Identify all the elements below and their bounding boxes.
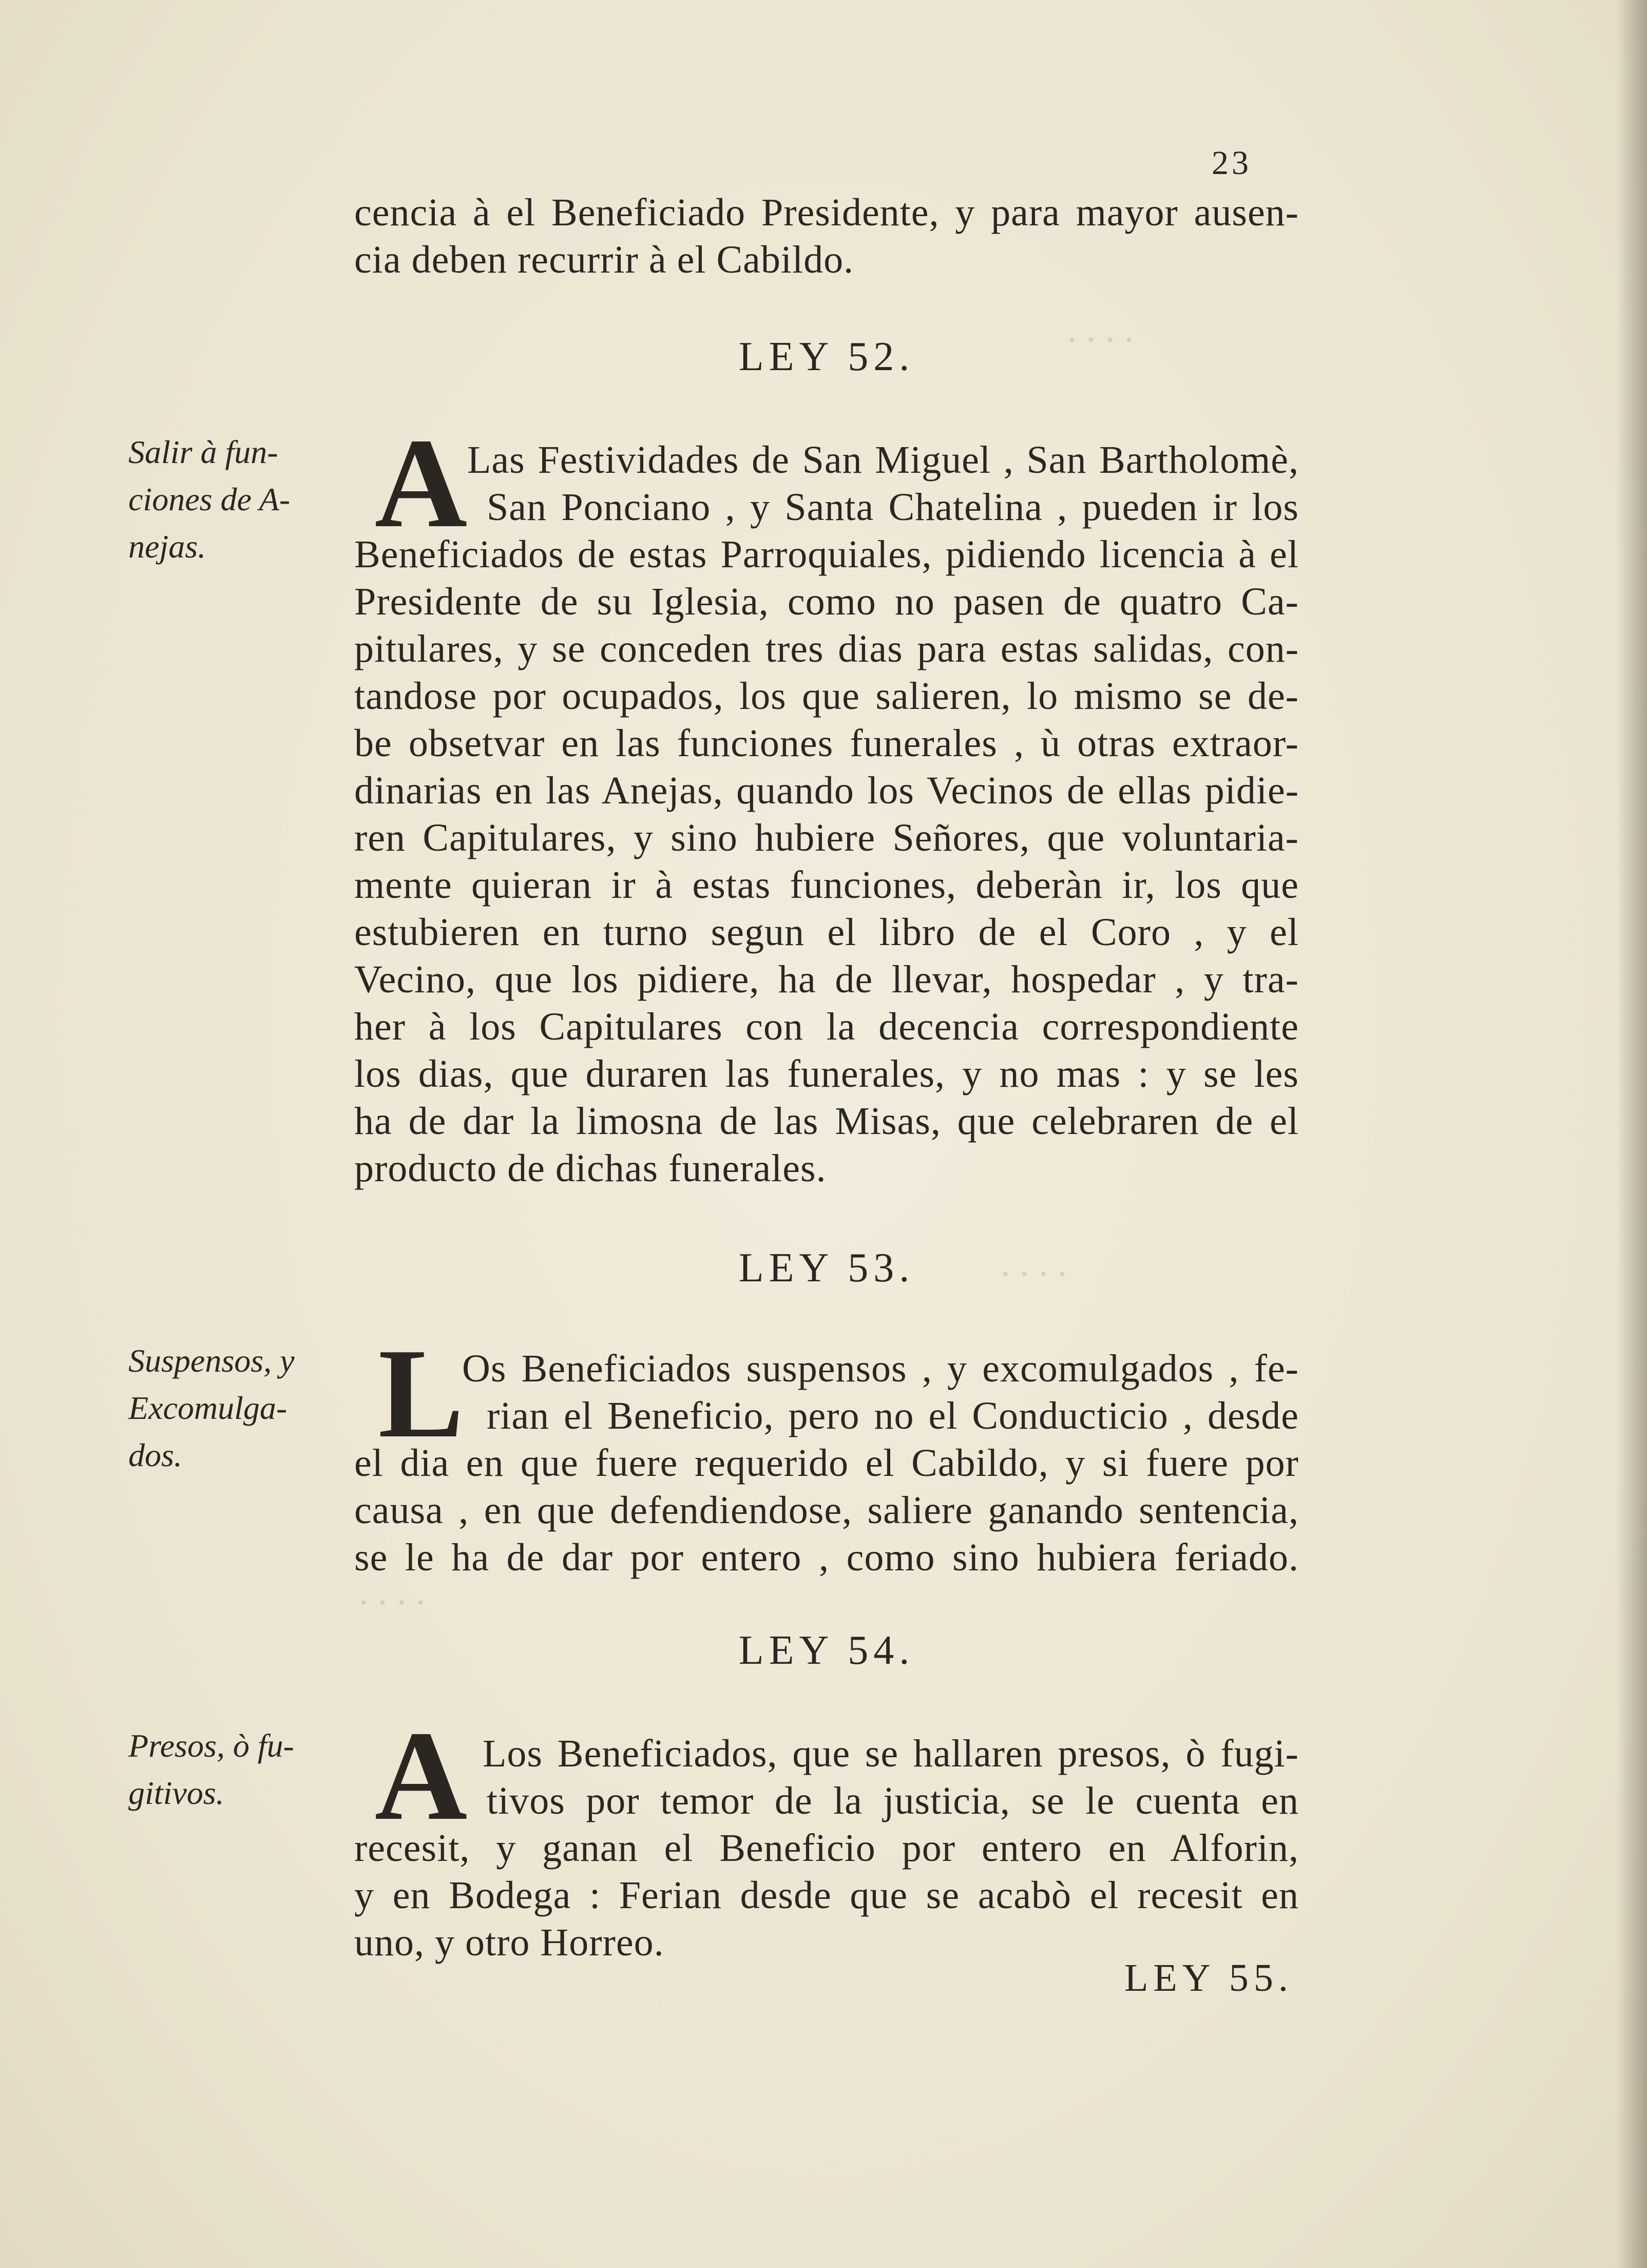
- law-line: Presidente de su Iglesia, como no pasen de quatro Ca-: [354, 580, 1299, 623]
- law-line: ren Capitulares, y sino hubiere Señores, que voluntaria-: [354, 816, 1299, 859]
- bleed-through-mark: · · · ·: [1001, 1253, 1068, 1295]
- law-line: los dias, que duraren las funerales, y no mas : y se les: [354, 1052, 1299, 1095]
- bleed-through-mark: · · · ·: [359, 1582, 426, 1624]
- margin-note-line: Suspensos, y: [128, 1342, 295, 1379]
- intro-line: cencia à el Beneficiado Presidente, y para mayor ausen-: [354, 191, 1299, 234]
- law-line: pitulares, y se conceden tres dias para estas salidas, con-: [354, 627, 1299, 670]
- law-line: el dia en que fuere requerido el Cabildo, y si fuere por: [354, 1441, 1299, 1485]
- law-line: se le ha de dar por entero , como sino hubiera feriado.: [354, 1536, 1299, 1579]
- law-line: tivos por temor de la justicia, se le cuenta en: [487, 1779, 1299, 1822]
- law-heading: LEY 53.: [738, 1245, 915, 1291]
- margin-note-line: Salir à fun-: [128, 434, 278, 470]
- page-number: 23: [1212, 144, 1252, 182]
- margin-note: [128, 1722, 334, 1817]
- catchword: LEY 55.: [1124, 1956, 1293, 2000]
- page-edge-shadow: [1616, 0, 1647, 2268]
- law-line: causa , en que defendiendose, saliere ganando sentencia,: [354, 1489, 1299, 1532]
- margin-note-line: gitivos.: [128, 1775, 224, 1811]
- margin-note-line: nejas.: [128, 528, 206, 565]
- intro-line: cia deben recurrir à el Cabildo.: [354, 238, 854, 281]
- law-heading: LEY 54.: [738, 1628, 915, 1673]
- law-line: tandose por ocupados, los que salieren, lo mismo se de-: [354, 675, 1299, 718]
- law-line: y en Bodega : Ferian desde que se acabò el recesit en: [354, 1874, 1299, 1917]
- margin-note-line: ciones de A-: [128, 481, 291, 517]
- margin-note-line: dos.: [128, 1437, 182, 1473]
- law-line: her à los Capitulares con la decencia correspondiente: [354, 1005, 1299, 1048]
- margin-note-line: Excomulga-: [128, 1390, 288, 1426]
- margin-note-line: Presos, ò fu-: [128, 1727, 294, 1764]
- law-line: Las Festividades de San Miguel , San Bartholomè,: [467, 438, 1299, 482]
- law-line: Os Beneficiados suspensos , y excomulgados , fe-: [462, 1347, 1299, 1390]
- law-line: uno, y otro Horreo.: [354, 1921, 664, 1964]
- law-line: Los Beneficiados, que se hallaren presos, ò fugi-: [483, 1732, 1299, 1775]
- law-line: producto de dichas funerales.: [354, 1147, 827, 1190]
- margin-note: [128, 1337, 334, 1479]
- bleed-through-mark: · · · ·: [1068, 319, 1135, 361]
- law-heading: LEY 52.: [738, 334, 915, 379]
- law-line: dinarias en las Anejas, quando los Vecinos de ellas pidie-: [354, 769, 1299, 812]
- law-line: ha de dar la limosna de las Misas, que celebraren de el: [354, 1100, 1299, 1143]
- law-line: Beneficiados de estas Parroquiales, pidiendo licencia à el: [354, 533, 1299, 576]
- law-line: San Ponciano , y Santa Chatelina , pueden ir los: [487, 486, 1299, 529]
- drop-cap: A: [374, 412, 468, 554]
- law-line: estubieren en turno segun el libro de el Coro , y el: [354, 911, 1299, 954]
- law-line: rian el Beneficio, pero no el Conducticio , desde: [487, 1394, 1299, 1437]
- law-line: recesit, y ganan el Beneficio por entero en Alforin,: [354, 1827, 1299, 1870]
- law-line: be obsetvar en las funciones funerales , ù otras extraor-: [354, 722, 1299, 765]
- drop-cap: L: [378, 1322, 464, 1465]
- law-line: mente quieran ir à estas funciones, deberàn ir, los que: [354, 863, 1299, 907]
- law-line: Vecino, que los pidiere, ha de llevar, hospedar , y tra-: [354, 958, 1299, 1001]
- margin-note: [128, 429, 334, 570]
- drop-cap: A: [374, 1705, 468, 1847]
